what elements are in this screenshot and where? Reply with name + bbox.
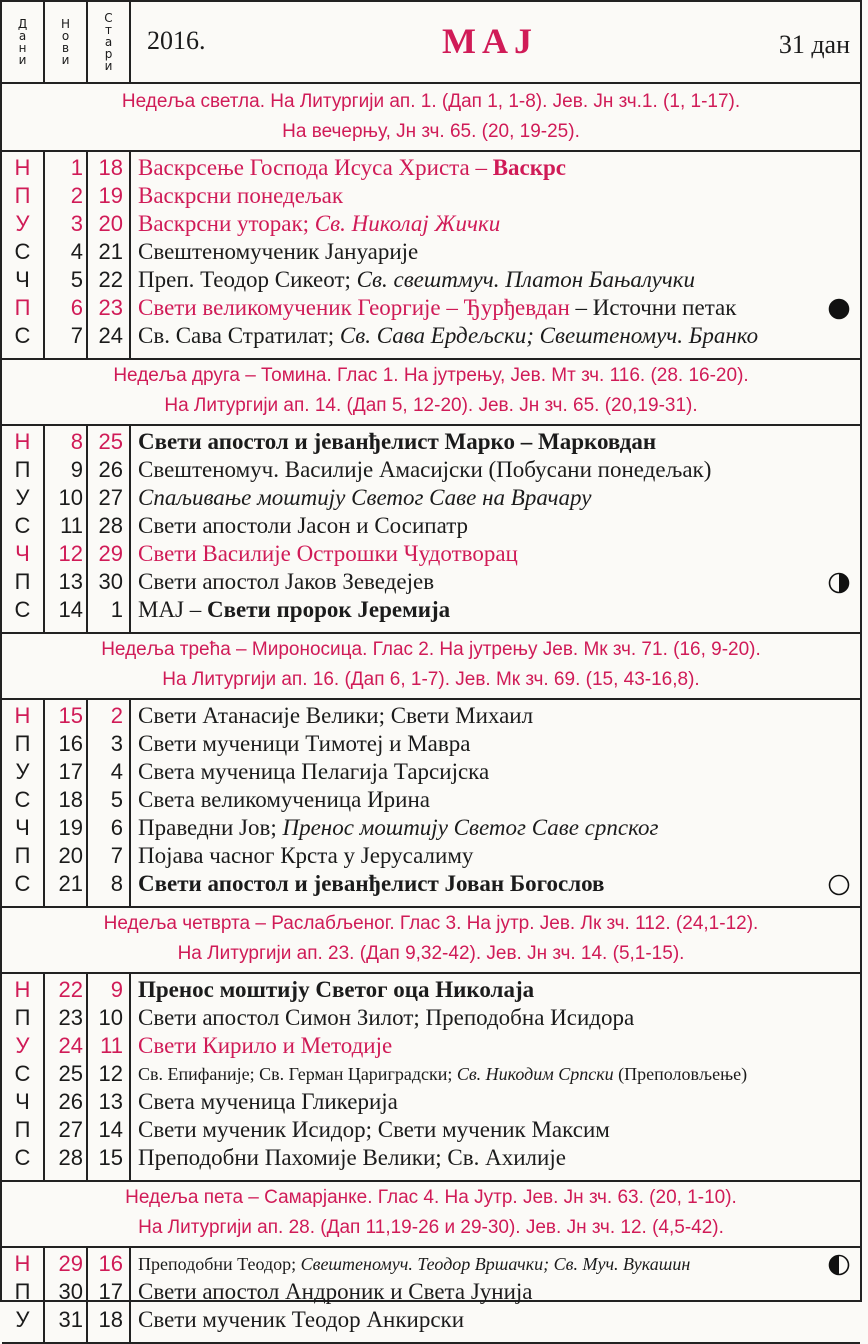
feast-name-part: – Источни петак [569, 295, 737, 320]
feast-name-part: Свети апостол Симон Зилот; Преподобна Исидора [138, 1005, 635, 1030]
reading-line: На вечерњу, Јн зч. 65. (20, 19-25). [282, 121, 580, 142]
old-calendar-date: 20 [98, 211, 123, 236]
column-header-letter: и [104, 59, 113, 73]
day-of-week: У [15, 759, 30, 784]
column-header-letter: р [104, 47, 113, 61]
feast-name-part: Свети апостол Јаков Зеведејев [138, 569, 435, 594]
new-calendar-date: 31 [58, 1307, 83, 1332]
old-calendar-date: 24 [98, 323, 123, 348]
day-of-week: С [14, 597, 31, 622]
day-of-week: У [15, 1307, 30, 1332]
feast-name [138, 702, 533, 730]
feast-name [138, 238, 418, 266]
feast-name-part: Св. Сава Стратилат; [138, 323, 340, 348]
feast-name [138, 1306, 464, 1334]
new-calendar-date: 18 [58, 787, 83, 812]
new-calendar-date: 24 [58, 1033, 83, 1058]
new-calendar-date: 17 [58, 759, 83, 784]
new-calendar-date: 9 [70, 457, 83, 482]
moon-phase-last-icon [828, 1254, 850, 1276]
feast-name [138, 484, 591, 512]
reading-line: Недеља друга – Томина. Глас 1. На јутрењу, Јев. Мт зч. 116. (28. 16-20). [113, 365, 749, 386]
new-calendar-date: 23 [58, 1005, 83, 1030]
feast-name [138, 1116, 610, 1144]
feast-name [138, 1060, 747, 1088]
feast-name-part: МАЈ – [138, 597, 208, 622]
feast-name [138, 1004, 634, 1032]
feast-name-part: Св. Епифаније; Св. Герман Цариградски; [138, 1064, 457, 1084]
old-calendar-date: 2 [110, 703, 123, 728]
week-reading-band [2, 906, 860, 974]
feast-name [138, 540, 518, 568]
days-count: 31 дан [778, 30, 850, 59]
old-calendar-date: 25 [98, 429, 123, 454]
feast-name-part: Преп. Теодор Сикеот; [138, 267, 357, 292]
feast-name [138, 182, 343, 210]
feast-name [138, 322, 758, 350]
feast-name [138, 428, 656, 456]
day-of-week: Н [14, 429, 31, 454]
feast-name-part: Свети великомученик Георгије – Ђурђевдан [138, 295, 570, 320]
feast-name-part: (Преполовљење) [613, 1064, 748, 1084]
old-calendar-date: 29 [98, 541, 123, 566]
new-calendar-date: 13 [58, 569, 83, 594]
old-calendar-date: 9 [110, 977, 123, 1002]
old-calendar-date: 3 [110, 731, 123, 756]
reading-line: На Литургији ап. 28. (Дап 11,19-26 и 29-30). Јев. Јн зч. 12. (4,5-42). [138, 1217, 724, 1238]
feast-name-part: Свети Кирило и Методије [138, 1033, 393, 1058]
column-header-letter: о [61, 29, 70, 43]
column-header-letter: в [61, 41, 70, 55]
column-header-letter: и [18, 53, 27, 67]
feast-name [138, 266, 695, 294]
day-of-week: Ч [15, 267, 30, 292]
week-days-block [2, 424, 860, 634]
reading-line: Недеља пета – Самарјанке. Глас 4. На Јутр. Јев. Јн зч. 63. (20, 1-10). [125, 1187, 737, 1208]
old-calendar-date: 17 [98, 1279, 123, 1304]
old-calendar-date: 19 [98, 183, 123, 208]
new-calendar-date: 21 [58, 871, 83, 896]
feast-name-part: Преподобни Пахомије Велики; Св. Ахилије [138, 1145, 566, 1170]
day-row [2, 1144, 860, 1172]
feast-name-part: Васкрс [492, 155, 567, 180]
old-calendar-date: 26 [98, 457, 123, 482]
column-header-letter: а [104, 35, 113, 49]
new-calendar-date: 22 [58, 977, 83, 1002]
old-calendar-date: 7 [110, 843, 123, 868]
feast-name-part: Пренос моштију Светог оца Николаја [138, 977, 535, 1002]
feast-name-part: Свети Атанасије Велики; Свети Михаил [138, 703, 534, 728]
new-calendar-date: 26 [58, 1089, 83, 1114]
old-calendar-date: 27 [98, 485, 123, 510]
feast-name [138, 456, 711, 484]
day-of-week: Н [14, 1251, 31, 1276]
old-calendar-date: 22 [98, 267, 123, 292]
day-row [2, 1088, 860, 1116]
day-row [2, 786, 860, 814]
new-calendar-date: 5 [70, 267, 83, 292]
old-calendar-date: 18 [98, 1307, 123, 1332]
day-row [2, 456, 860, 484]
feast-name-part: Свештеномуч. Теодор Вршачки; Св. Муч. Вукашин [300, 1254, 691, 1274]
day-of-week: Ч [15, 1089, 30, 1114]
old-calendar-date: 30 [98, 569, 123, 594]
feast-name-part: Пренос моштију Светог Саве српског [282, 815, 659, 840]
column-header-letter: Д [17, 17, 28, 31]
feast-name-part: Св. свештмуч. Платон Бањалучки [356, 267, 696, 292]
week-days-block [2, 1246, 860, 1344]
new-calendar-date: 1 [70, 155, 83, 180]
day-of-week: П [14, 457, 31, 482]
column-header-letter: а [18, 29, 27, 43]
feast-name-part: Св. Николај Жички [314, 211, 501, 236]
column-header-letter: Н [60, 17, 71, 31]
feast-name-part: Преподобни Теодор; [138, 1254, 301, 1274]
feast-name-part: Свети апостол Андроник и Света Јунија [138, 1279, 533, 1304]
column-header-new [45, 2, 88, 82]
day-of-week: С [14, 323, 31, 348]
new-calendar-date: 7 [70, 323, 83, 348]
day-of-week: Н [14, 155, 31, 180]
day-of-week: С [14, 239, 31, 264]
feast-name [138, 814, 658, 842]
old-calendar-date: 8 [110, 871, 123, 896]
feast-name [138, 1088, 398, 1116]
day-of-week: П [14, 1117, 31, 1142]
day-row [2, 210, 860, 238]
new-calendar-date: 14 [58, 597, 83, 622]
feast-name-part: Праведни Јов; [138, 815, 283, 840]
week-days-block [2, 972, 860, 1182]
day-of-week: П [14, 731, 31, 756]
feast-name [138, 842, 473, 870]
new-calendar-date: 3 [70, 211, 83, 236]
old-calendar-date: 15 [98, 1145, 123, 1170]
reading-line: На Литургији ап. 14. (Дап 5, 12-20). Јев. Јн зч. 65. (20,19-31). [164, 395, 698, 416]
day-of-week: С [14, 787, 31, 812]
new-calendar-date: 28 [58, 1145, 83, 1170]
feast-name-part: Појава часног Крста у Јерусалиму [138, 843, 474, 868]
day-row [2, 1116, 860, 1144]
feast-name [138, 294, 736, 322]
calendar-header [2, 2, 860, 84]
feast-name-part: Свети апостол и јеванђелист Марко – Марковдан [138, 429, 657, 454]
feast-name [138, 210, 500, 238]
day-of-week: С [14, 1061, 31, 1086]
day-of-week: П [14, 295, 31, 320]
week-days-block [2, 150, 860, 360]
reading-line: На Литургији ап. 16. (Дап 6, 1-7). Јев. Мк зч. 69. (15, 43-16,8). [162, 669, 700, 690]
new-calendar-date: 20 [58, 843, 83, 868]
old-calendar-date: 6 [110, 815, 123, 840]
week-reading-band [2, 1180, 860, 1248]
column-header-letter: т [105, 23, 112, 37]
reading-line: Недеља четврта – Раслабљеног. Глас 3. На јутр. Јев. Лк зч. 112. (24,1-12). [103, 913, 759, 934]
day-row [2, 266, 860, 294]
new-calendar-date: 6 [70, 295, 83, 320]
reading-line: На Литургији ап. 23. (Дап 9,32-42). Јев. Јн зч. 14. (5,1-15). [177, 943, 685, 964]
feast-name-part: Васкрсни уторак; [138, 211, 315, 236]
old-calendar-date: 13 [98, 1089, 123, 1114]
column-header-days [2, 2, 45, 82]
day-row [2, 1278, 860, 1306]
reading-line: Недеља светла. На Литургији ап. 1. (Дап 1, 1-8). Јев. Јн зч.1. (1, 1-17). [121, 91, 741, 112]
old-calendar-date: 4 [110, 759, 123, 784]
new-calendar-date: 25 [58, 1061, 83, 1086]
day-row [2, 154, 860, 182]
day-of-week: Ч [15, 541, 30, 566]
feast-name [138, 512, 468, 540]
day-of-week: С [14, 513, 31, 538]
month-title: МАЈ [442, 21, 538, 61]
week-reading-band [2, 358, 860, 426]
old-calendar-date: 14 [98, 1117, 123, 1142]
day-of-week: Н [14, 703, 31, 728]
day-row [2, 814, 860, 842]
column-header-letter: С [104, 11, 113, 25]
day-of-week: С [14, 1145, 31, 1170]
year-label: 2016. [147, 26, 206, 55]
day-row [2, 540, 860, 568]
old-calendar-date: 11 [100, 1033, 123, 1058]
day-row [2, 512, 860, 540]
new-calendar-date: 10 [58, 485, 83, 510]
column-header-old [88, 2, 131, 82]
moon-phase-full-icon [828, 874, 850, 896]
old-calendar-date: 1 [110, 597, 123, 622]
day-row [2, 1306, 860, 1334]
feast-name [138, 1144, 566, 1172]
new-calendar-date: 27 [58, 1117, 83, 1142]
new-calendar-date: 15 [58, 703, 83, 728]
day-row [2, 870, 860, 898]
feast-name-part: Света мученица Гликерија [138, 1089, 398, 1114]
day-of-week: С [14, 871, 31, 896]
feast-name [138, 596, 450, 624]
day-of-week: У [15, 485, 30, 510]
day-row [2, 596, 860, 624]
old-calendar-date: 10 [98, 1005, 123, 1030]
day-of-week: Н [14, 977, 31, 1002]
day-row [2, 1032, 860, 1060]
feast-name-part: Спаљивање моштију Светог Саве на Врачару [138, 485, 592, 510]
feast-name-part: Свети пророк Јеремија [207, 597, 451, 622]
feast-name-part: Свети апостол и јеванђелист Јован Богослов [138, 871, 605, 896]
new-calendar-date: 16 [58, 731, 83, 756]
feast-name-part: Света мученица Пелагија Тарсијска [138, 759, 490, 784]
day-row [2, 568, 860, 596]
new-calendar-date: 2 [70, 183, 83, 208]
new-calendar-date: 30 [58, 1279, 83, 1304]
feast-name [138, 758, 489, 786]
feast-name-part: Свети апостоли Јасон и Сосипатр [138, 513, 469, 538]
feast-name-part: Свештеномуч. Василије Амасијски (Побусани понедељак) [138, 457, 712, 482]
new-calendar-date: 29 [58, 1251, 83, 1276]
feast-name-part: Света великомученица Ирина [138, 787, 431, 812]
day-of-week: Ч [15, 815, 30, 840]
old-calendar-date: 23 [98, 295, 123, 320]
day-row [2, 294, 860, 322]
day-row [2, 484, 860, 512]
feast-name [138, 1032, 392, 1060]
feast-name [138, 786, 430, 814]
feast-name-part: Васкрсни понедељак [138, 183, 344, 208]
new-calendar-date: 4 [70, 239, 83, 264]
feast-name-part: Св. Никодим Српски [456, 1064, 614, 1084]
feast-name-part: Св. Сава Ердељски; Свештеномуч. Бранко [339, 323, 759, 348]
old-calendar-date: 28 [98, 513, 123, 538]
moon-phase-new-icon [828, 298, 850, 320]
day-row [2, 238, 860, 266]
day-of-week: У [15, 211, 30, 236]
new-calendar-date: 8 [70, 429, 83, 454]
feast-name-part: Свети мученици Тимотеј и Мавра [138, 731, 471, 756]
old-calendar-date: 5 [110, 787, 123, 812]
feast-name [138, 1250, 690, 1278]
day-of-week: П [14, 1005, 31, 1030]
feast-name [138, 568, 434, 596]
day-row [2, 702, 860, 730]
day-row [2, 842, 860, 870]
feast-name [138, 870, 604, 898]
day-of-week: П [14, 183, 31, 208]
day-row [2, 1250, 860, 1278]
day-of-week: П [14, 1279, 31, 1304]
feast-name [138, 154, 566, 182]
day-row [2, 322, 860, 350]
column-header-letter: н [18, 41, 27, 55]
week-reading-band [2, 84, 860, 152]
day-row [2, 1060, 860, 1088]
old-calendar-date: 16 [98, 1251, 123, 1276]
day-row [2, 730, 860, 758]
feast-name [138, 976, 534, 1004]
feast-name [138, 1278, 533, 1306]
day-row [2, 428, 860, 456]
old-calendar-date: 21 [98, 239, 123, 264]
reading-line: Недеља трећа – Мироносица. Глас 2. На јутрењу Јев. Мк зч. 71. (16, 9-20). [101, 639, 761, 660]
feast-name-part: Васкрсење Господа Исуса Христа – [138, 155, 493, 180]
day-row [2, 1004, 860, 1032]
moon-phase-first-icon [828, 572, 850, 594]
new-calendar-date: 19 [58, 815, 83, 840]
column-header-letter: и [61, 53, 70, 67]
new-calendar-date: 12 [58, 541, 83, 566]
week-days-block [2, 698, 860, 908]
feast-name-part: Свети мученик Исидор; Свети мученик Максим [138, 1117, 610, 1142]
day-of-week: П [14, 843, 31, 868]
day-of-week: У [15, 1033, 30, 1058]
old-calendar-date: 12 [98, 1061, 123, 1086]
day-row [2, 182, 860, 210]
day-row [2, 758, 860, 786]
old-calendar-date: 18 [98, 155, 123, 180]
day-of-week: П [14, 569, 31, 594]
day-row [2, 976, 860, 1004]
feast-name [138, 730, 470, 758]
week-reading-band [2, 632, 860, 700]
new-calendar-date: 11 [60, 513, 83, 538]
feast-name-part: Свештеномученик Јануарије [138, 239, 419, 264]
feast-name-part: Свети Василије Острошки Чудотворац [138, 541, 518, 566]
feast-name-part: Свети мученик Теодор Анкирски [138, 1307, 465, 1332]
